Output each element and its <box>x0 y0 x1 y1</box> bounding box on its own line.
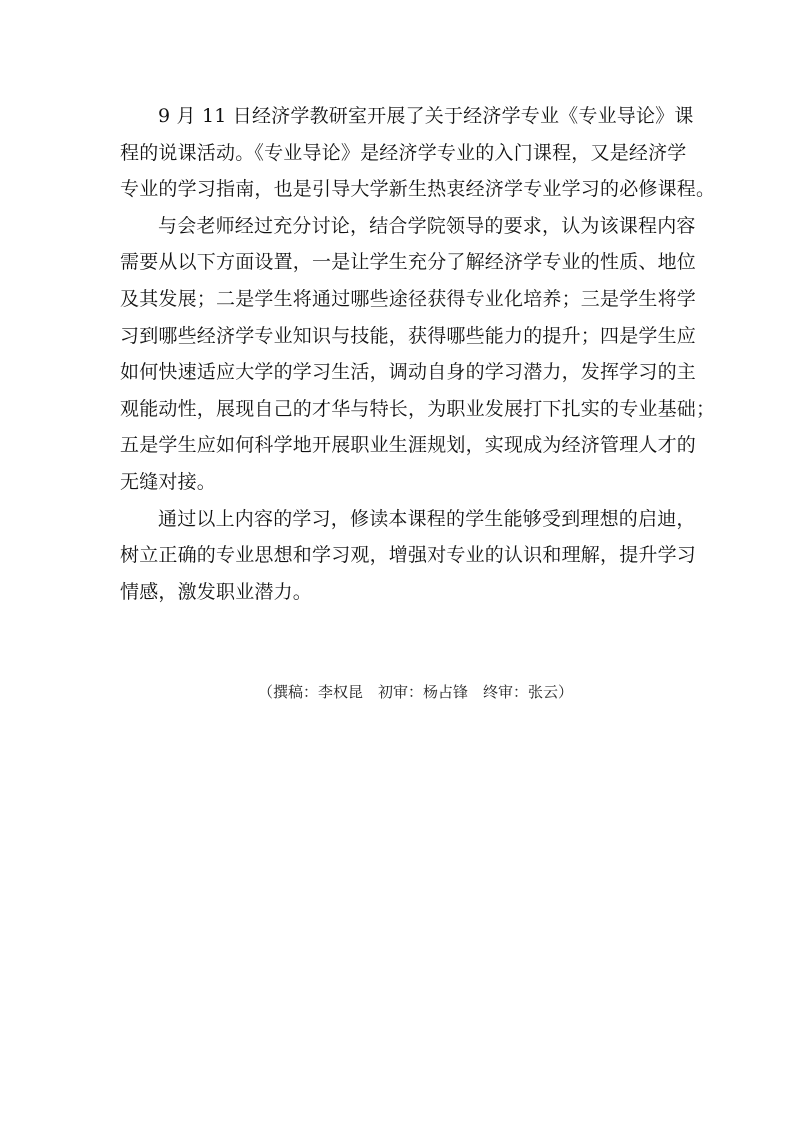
paragraph-line: 与会老师经过充分讨论，结合学院领导的要求，认为该课程内容 <box>158 214 696 237</box>
byline-credits: （撰稿：李权昆 初审：杨占锋 终审：张云） <box>258 683 574 701</box>
paragraph-line: 专业的学习指南，也是引导大学新生热衷经济学专业学习的必修课程。 <box>120 178 716 201</box>
paragraph-line: 如何快速适应大学的学习生活，调动自身的学习潜力，发挥学习的主 <box>120 361 697 384</box>
paragraph-line: 五是学生应如何科学地开展职业生涯规划，实现成为经济管理人才的 <box>120 434 697 457</box>
paragraph-line: 无缝对接。 <box>120 470 217 493</box>
paragraph-line: 通过以上内容的学习，修读本课程的学生能够受到理想的启迪， <box>158 507 696 530</box>
paragraph-3 <box>120 501 697 611</box>
paragraph-line: 及其发展；二是学生将通过哪些途径获得专业化培养；三是学生将学 <box>120 287 697 310</box>
paragraph-line: 情感，激发职业潜力。 <box>120 580 313 603</box>
paragraph-line: 树立正确的专业思想和学习观，增强对专业的认识和理解，提升学习 <box>120 544 697 567</box>
paragraph-line: 程的说课活动。《专业导论》是经济学专业的入门课程，又是经济学 <box>120 141 687 164</box>
article-body <box>120 98 716 610</box>
paragraph-2 <box>120 208 716 501</box>
paragraph-line: 观能动性，展现自己的才华与特长，为职业发展打下扎实的专业基础； <box>120 397 716 420</box>
paragraph-line: 需要从以下方面设置，一是让学生充分了解经济学专业的性质、地位 <box>120 251 697 274</box>
paragraph-1 <box>120 98 716 208</box>
paragraph-line: 9 月 11 日经济学教研室开展了关于经济学专业《专业导论》课 <box>158 105 694 127</box>
paragraph-line: 习到哪些经济学专业知识与技能，获得哪些能力的提升；四是学生应 <box>120 324 697 347</box>
